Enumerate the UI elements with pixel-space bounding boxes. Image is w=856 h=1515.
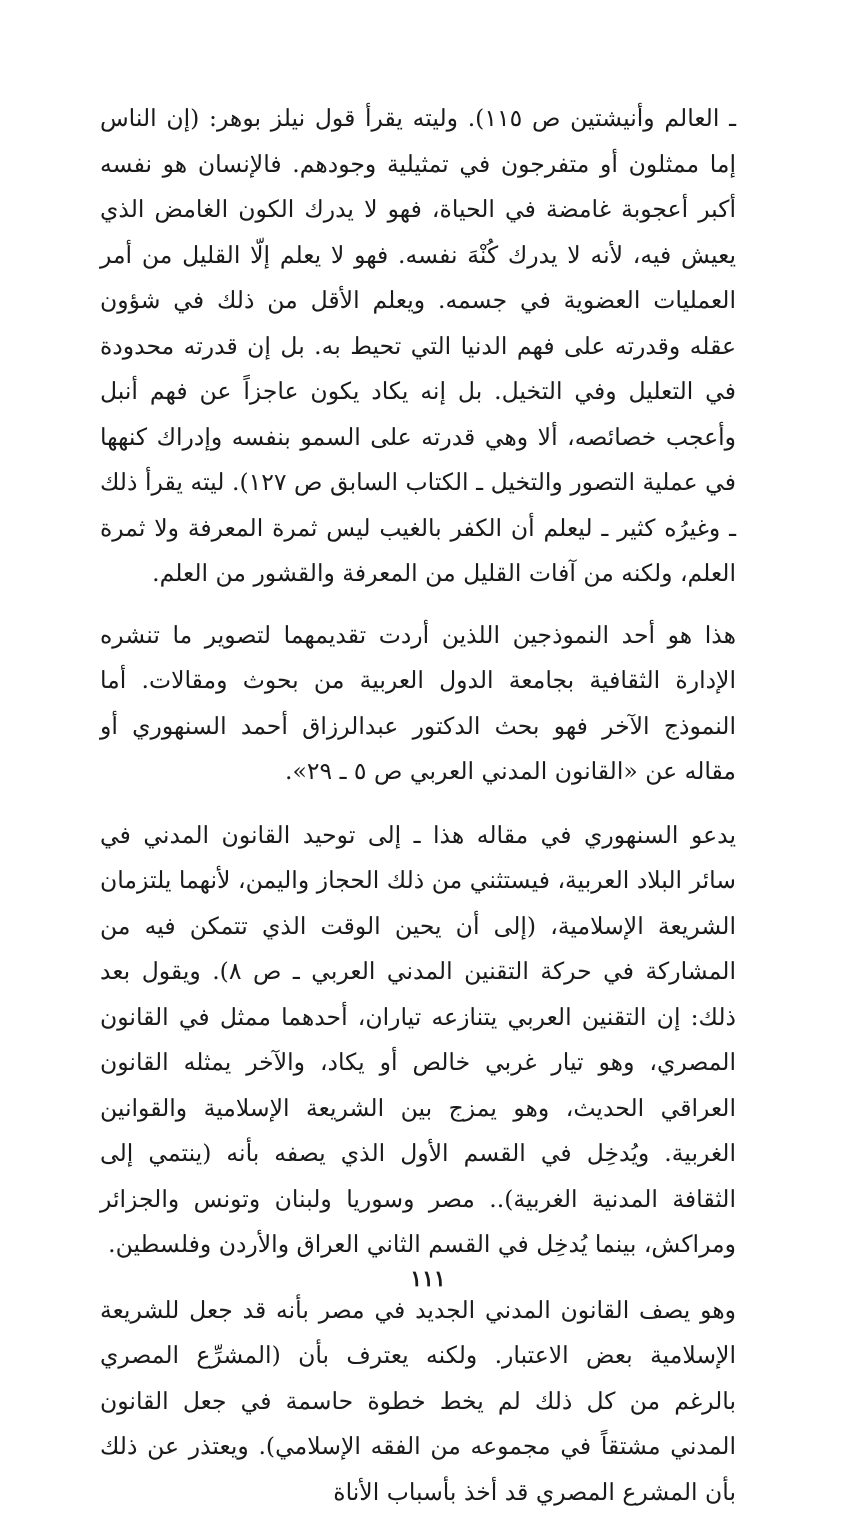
- page-number: ١١١: [0, 1266, 856, 1292]
- page-body: [100, 96, 736, 1515]
- paragraph-1: ـ العالم وأنيشتين ص ١١٥). وليته يقرأ قول نيلز بوهر: (إن الناس إما ممثلون أو متفرجون في تمثيلية وجودهم. فالإنسان هو نفسه أكبر أعجوبة غامضة في الحياة، فهو لا يدرك الكون الغامض الذي يعيش فيه، لأنه لا يدرك كُنْهَ نفسه. فهو لا يعلم إلّا القليل من أمر العمليات العضوية في جسمه. ويعلم الأقل من ذلك في شؤون عقله وقدرته على فهم الدنيا التي تحيط به. بل إن قدرته محدودة في التعليل وفي التخيل. بل إنه يكاد يكون عاجزاً عن فهم أنبل وأعجب خصائصه، ألا وهي قدرته على السمو بنفسه وإدراك كنهها في عملية التصور والتخيل ـ الكتاب السابق ص ١٢٧). ليته يقرأ ذلك ـ وغيرُه كثير ـ ليعلم أن الكفر بالغيب ليس ثمرة المعرفة ولا ثمرة العلم، ولكنه من آفات القليل من المعرفة والقشور من العلم.: [100, 96, 736, 597]
- paragraph-4: وهو يصف القانون المدني الجديد في مصر بأنه قد جعل للشريعة الإسلامية بعض الاعتبار. ولكنه يعترف بأن (المشرِّع المصري بالرغم من كل ذلك لم يخط خطوة حاسمة في جعل القانون المدني مشتقاً في مجموعه من الفقه الإسلامي). ويعتذر عن ذلك بأن المشرع المصري قد أخذ بأسباب الأناة: [100, 1288, 736, 1515]
- paragraph-2: هذا هو أحد النموذجين اللذين أردت تقديمهما لتصوير ما تنشره الإدارة الثقافية بجامعة الدول العربية من بحوث ومقالات. أما النموذج الآخر فهو بحث الدكتور عبدالرزاق أحمد السنهوري أو مقاله عن «القانون المدني العربي ص ٥ ـ ٢٩».: [100, 613, 736, 795]
- paragraph-3: يدعو السنهوري في مقاله هذا ـ إلى توحيد القانون المدني في سائر البلاد العربية، فيستثني من ذلك الحجاز واليمن، لأنهما يلتزمان الشريعة الإسلامية، (إلى أن يحين الوقت الذي تتمكن فيه من المشاركة في حركة التقنين المدني العربي ـ ص ٨). ويقول بعد ذلك: إن التقنين العربي يتنازعه تياران، أحدهما ممثل في القانون المصري، وهو تيار غربي خالص أو يكاد، والآخر يمثله القانون العراقي الحديث، وهو يمزج بين الشريعة الإسلامية والقوانين الغربية. ويُدخِل في القسم الأول الذي يصفه بأنه (ينتمي إلى الثقافة المدنية الغربية).. مصر وسوريا ولبنان وتونس والجزائر ومراكش، بينما يُدخِل في القسم الثاني العراق والأردن وفلسطين.: [100, 813, 736, 1268]
